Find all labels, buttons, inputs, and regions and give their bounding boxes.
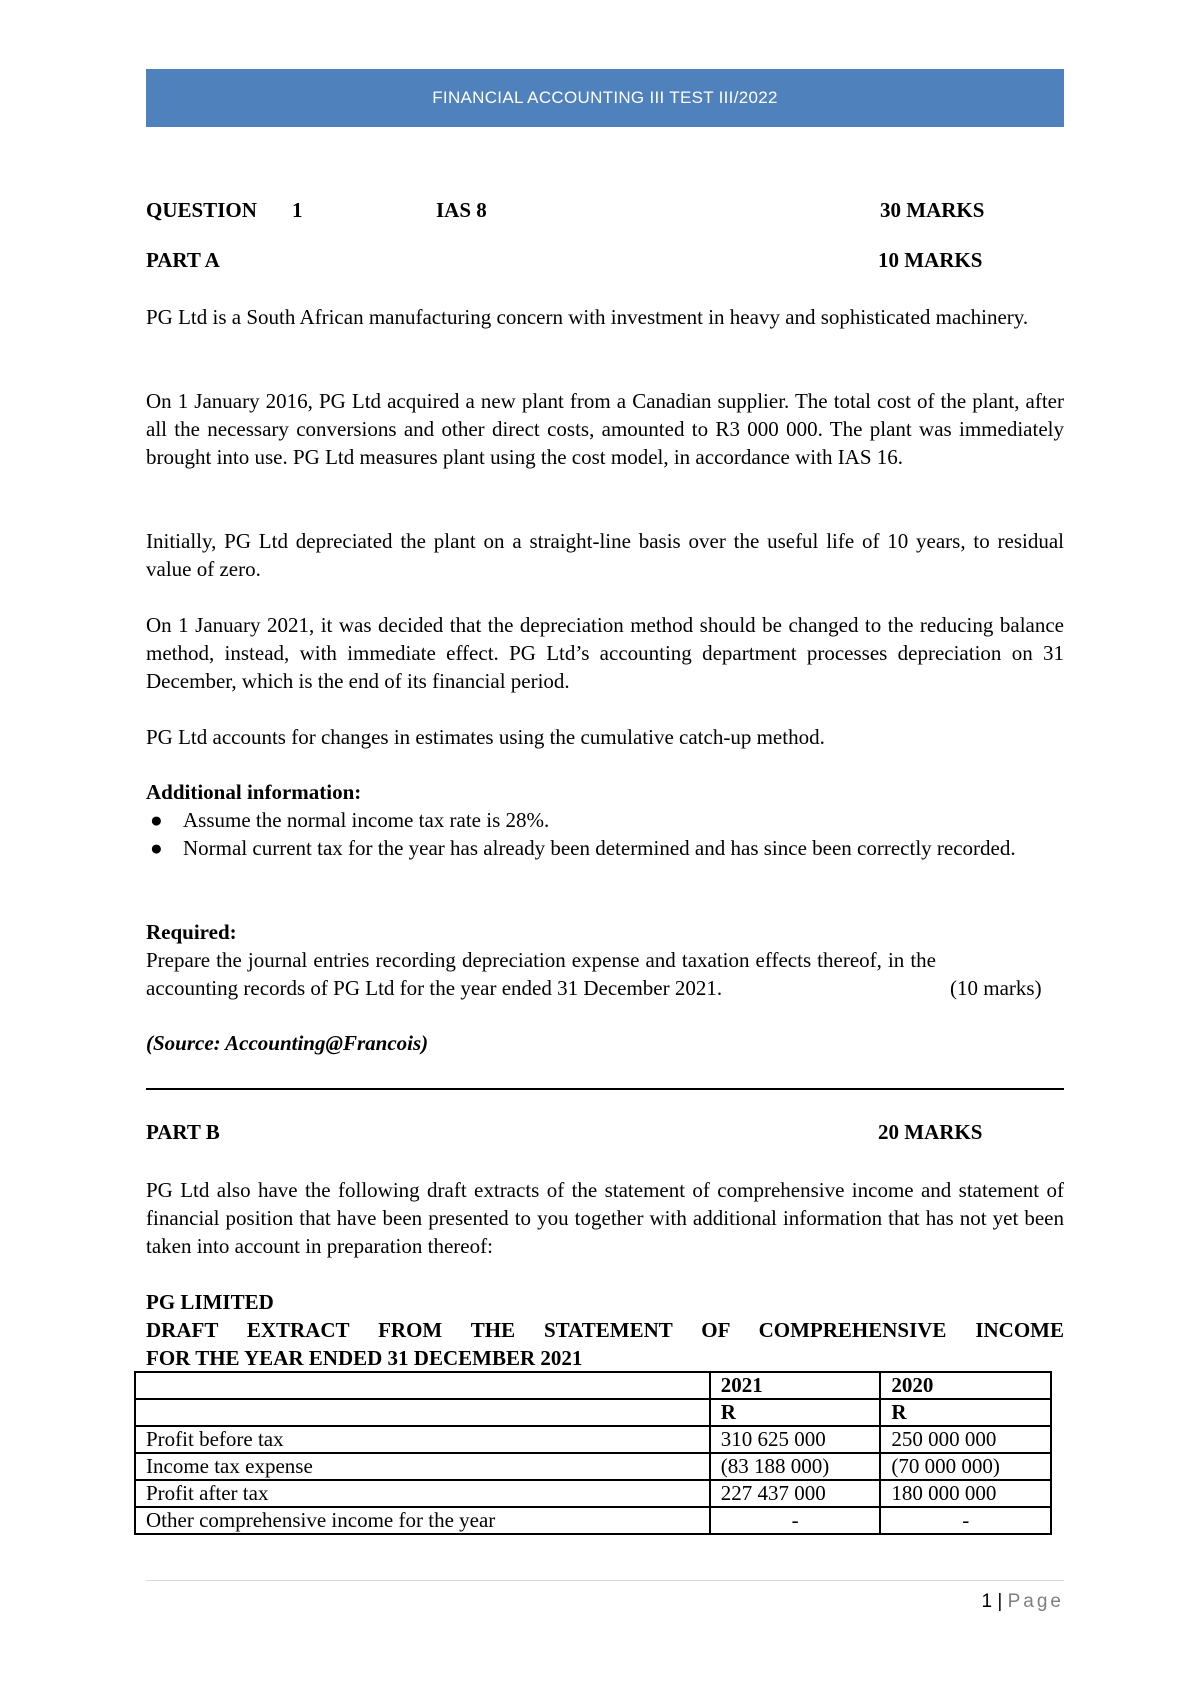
question-label: QUESTION	[146, 198, 257, 222]
statement-title: DRAFT EXTRACT FROM THE STATEMENT OF COMPREHENSIVE INCOME	[146, 1318, 1064, 1342]
value-2020: 250 000 000	[880, 1426, 1051, 1453]
required-heading: Required:	[146, 920, 237, 944]
bullet-text: Normal current tax for the year has already been determined and has since been correctly recorded.	[183, 836, 1016, 860]
part-b-heading-row	[146, 1118, 1064, 1146]
header-banner	[146, 69, 1064, 127]
part-a-paragraph-5: PG Ltd accounts for changes in estimates using the cumulative catch-up method.	[146, 725, 825, 749]
bullet-text: Assume the normal income tax rate is 28%.	[183, 808, 550, 832]
footer-divider	[146, 1580, 1064, 1581]
statement-period: FOR THE YEAR ENDED 31 DECEMBER 2021	[146, 1346, 583, 1370]
table-cell	[135, 1372, 710, 1399]
value-2020: 180 000 000	[880, 1480, 1051, 1507]
row-label: Profit after tax	[135, 1480, 710, 1507]
required-text: Prepare the journal entries recording depreciation expense and taxation effects thereof, in the accounting records of PG Ltd for the year ended 31 December 2021.	[146, 948, 936, 1000]
value-2021: 310 625 000	[710, 1426, 881, 1453]
part-a-marks: 10 MARKS	[878, 248, 983, 272]
income-statement-table	[134, 1371, 1052, 1535]
source-citation: (Source: Accounting@Francois)	[146, 1031, 429, 1055]
value-2020: (70 000 000)	[880, 1453, 1051, 1480]
table-cell	[135, 1399, 710, 1426]
part-a-heading-row	[146, 246, 1064, 274]
table-row	[135, 1426, 1051, 1453]
part-b-marks: 20 MARKS	[878, 1120, 983, 1144]
question-marks: 30 MARKS	[880, 198, 985, 222]
page-number: 1	[981, 1591, 993, 1612]
table-currency-row	[135, 1399, 1051, 1426]
part-a-paragraph-4: On 1 January 2021, it was decided that the depreciation method should be changed to the reducing balance method, instead, with immediate effect. PG Ltd’s accounting department processes depreciation on 31 December, which is the end of its financial period.	[146, 613, 1064, 693]
table-row	[135, 1453, 1051, 1480]
currency-2021: R	[710, 1399, 881, 1426]
table-header-row	[135, 1372, 1051, 1399]
part-b-intro: PG Ltd also have the following draft extracts of the statement of comprehensive income and statement of financial position that have been presented to you together with additional information that has not yet been taken into account in preparation thereof:	[146, 1178, 1064, 1258]
year-header-2020: 2020	[880, 1372, 1051, 1399]
value-2020: -	[880, 1507, 1051, 1534]
row-label: Income tax expense	[135, 1453, 710, 1480]
footer-separator: |	[997, 1591, 1003, 1612]
bullet-icon: ●	[150, 808, 163, 832]
value-2021: (83 188 000)	[710, 1453, 881, 1480]
question-heading-row	[146, 196, 1064, 224]
required-marks: (10 marks)	[950, 976, 1042, 1000]
value-2021: -	[710, 1507, 881, 1534]
value-2021: 227 437 000	[710, 1480, 881, 1507]
page-footer	[982, 1588, 1064, 1616]
row-label: Profit before tax	[135, 1426, 710, 1453]
table-row	[135, 1507, 1051, 1534]
question-standard: IAS 8	[436, 198, 487, 222]
year-header-2021: 2021	[710, 1372, 881, 1399]
company-name: PG LIMITED	[146, 1290, 274, 1314]
row-label: Other comprehensive income for the year	[135, 1507, 710, 1534]
header-title: FINANCIAL ACCOUNTING III TEST III/2022	[432, 88, 778, 107]
part-b-title: PART B	[146, 1120, 220, 1144]
currency-2020: R	[880, 1399, 1051, 1426]
part-a-title: PART A	[146, 248, 220, 272]
part-a-paragraph-1: PG Ltd is a South African manufacturing concern with investment in heavy and sophisticated machinery.	[146, 305, 1029, 329]
section-divider	[146, 1088, 1064, 1090]
document-page	[146, 0, 1064, 1698]
bullet-icon: ●	[150, 836, 163, 860]
table-row	[135, 1480, 1051, 1507]
question-number: 1	[292, 198, 303, 222]
part-a-paragraph-3: Initially, PG Ltd depreciated the plant on a straight-line basis over the useful life of 10 years, to residual value of zero.	[146, 529, 1064, 581]
part-a-paragraph-2: On 1 January 2016, PG Ltd acquired a new plant from a Canadian supplier. The total cost of the plant, after all the necessary conversions and other direct costs, amounted to R3 000 000. The plant was immediately brought into use. PG Ltd measures plant using the cost model, in accordance with IAS 16.	[146, 389, 1064, 469]
additional-info-heading: Additional information:	[146, 780, 362, 804]
page-word: Page	[1007, 1591, 1064, 1612]
